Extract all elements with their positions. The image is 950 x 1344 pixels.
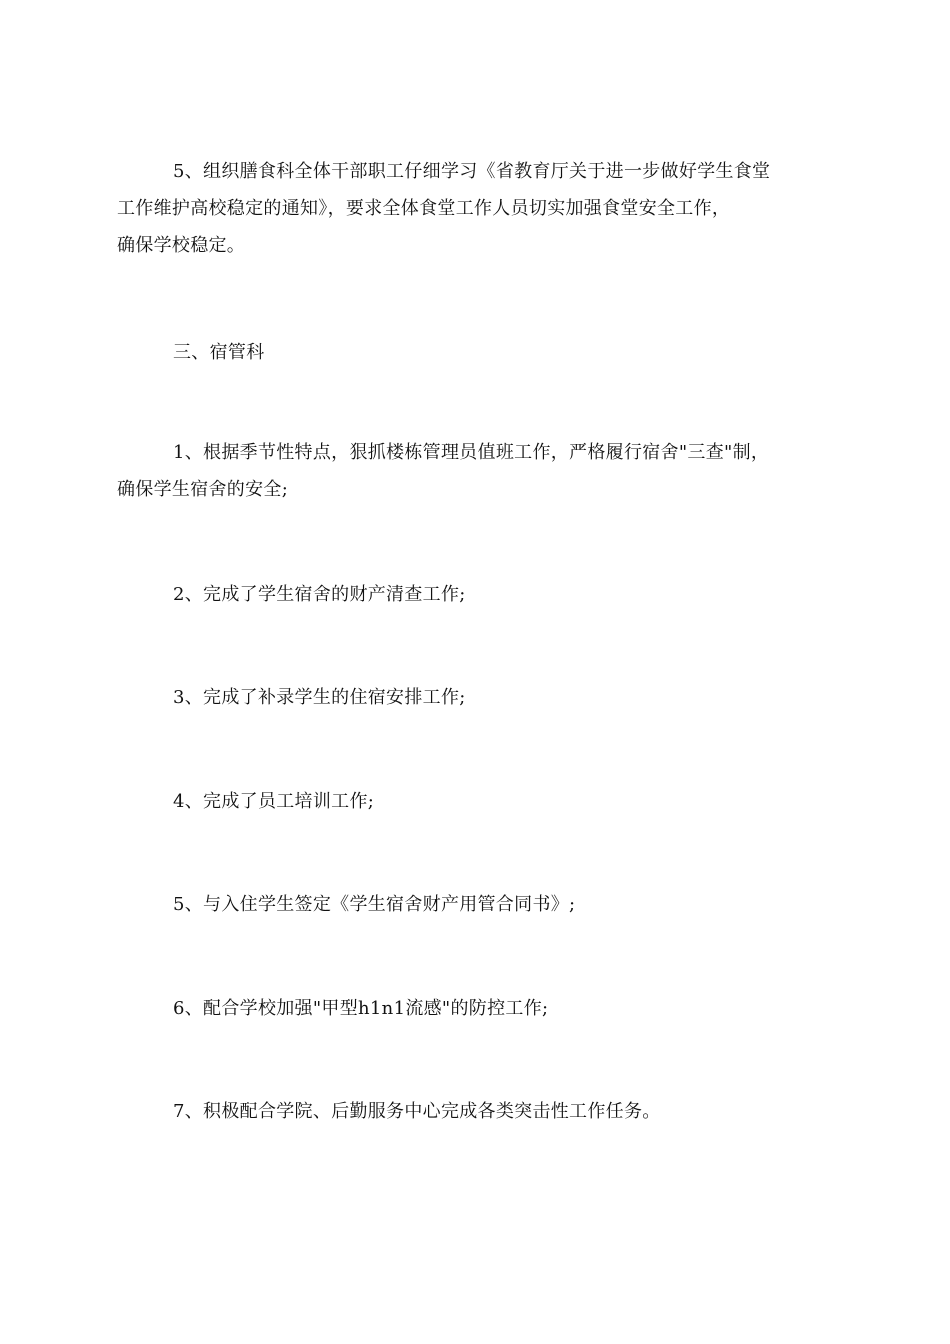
paragraph-canteen-item-5 xyxy=(117,153,810,264)
text-line: 3、完成了补录学生的住宿安排工作; xyxy=(173,687,466,708)
text-line: 5、组织膳食科全体干部职工仔细学习《省教育厅关于进一步做好学生食堂 xyxy=(173,161,771,182)
text-line: 2、完成了学生宿舍的财产清查工作; xyxy=(173,584,466,605)
text-line: 1、根据季节性特点，狠抓楼栋管理员值班工作，严格履行宿舍"三查"制， xyxy=(173,442,770,463)
text-line: 5、与入住学生签定《学生宿舍财产用管合同书》; xyxy=(173,894,576,915)
text-line: 4、完成了员工培训工作; xyxy=(173,791,375,812)
paragraph-dorm-item-2 xyxy=(145,576,810,613)
text-line: 确保学生宿舍的安全; xyxy=(117,479,289,500)
paragraph-dorm-item-7 xyxy=(145,1093,810,1130)
text-line: 工作维护高校稳定的通知》，要求全体食堂工作人员切实加强食堂安全工作， xyxy=(117,198,731,219)
paragraph-dorm-item-5 xyxy=(145,886,810,923)
paragraph-dorm-item-1 xyxy=(117,434,810,508)
text-line: 6、配合学校加强"甲型h1n1流感"的防控工作; xyxy=(173,998,549,1019)
paragraph-dorm-item-6 xyxy=(145,990,810,1027)
text-line: 确保学校稳定。 xyxy=(117,235,246,256)
paragraph-dorm-item-3 xyxy=(145,679,810,716)
text-line: 7、积极配合学院、后勤服务中心完成各类突击性工作任务。 xyxy=(173,1101,661,1122)
heading-text: 三、宿管科 xyxy=(173,342,265,363)
paragraph-dorm-item-4 xyxy=(145,783,810,820)
section-heading-dorm-management xyxy=(145,334,810,371)
